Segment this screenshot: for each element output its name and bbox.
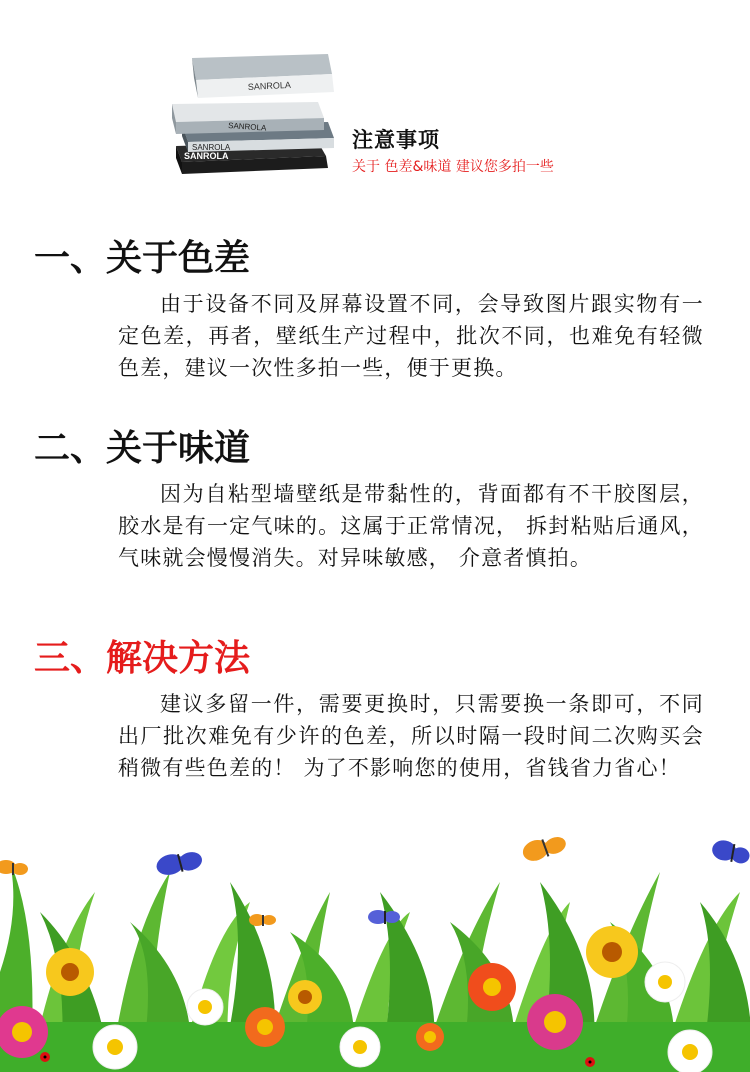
flower-white [340,1027,380,1067]
flower-yellow [46,948,94,996]
header [0,0,750,200]
notice-title: 注意事项 [352,128,440,152]
flower-orange [416,1023,444,1051]
flower-pink [527,994,583,1050]
section-body: 由于设备不同及屏幕设置不同，会导致图片跟实物有一定色差，再者，壁纸生产过程中，批次不同，也难免有轻微色差，建议一次性多拍一些，便于更换。 [118,292,704,380]
butterfly-icon [711,839,750,865]
butterfly-icon [154,847,204,879]
notice-subtitle: 关于 色差&味道 建议您多拍一些 [352,159,554,175]
section-color-difference [30,236,720,384]
flower-orange [245,1007,285,1047]
ladybug-icon [585,1057,595,1067]
flower-orange [468,963,516,1011]
book-third [172,102,324,134]
flower-yellow [586,926,638,978]
book-label: SANROLA [227,121,267,133]
section-title: 二、关于味道 [34,427,251,469]
flower-white [187,989,223,1025]
section-body: 因为自粘型墙壁纸是带黏性的，背面都有不干胶图层， 胶水是有一定气味的。这属于正常情况， 拆封粘贴后通风， 气味就会慢慢消失。对异味敏感， 介意者慎拍。 [118,482,704,570]
butterfly-icon [249,914,276,926]
book-stack-illustration [168,52,343,177]
section-body: 建议多留一件，需要更换时，只需要换一条即可，不同出厂批次难免有少许的色差，所以时隔一段时间二次购买会稍微有些色差的！ 为了不影响您的使用，省钱省力省心！ [118,692,704,780]
book-label: SANROLA [184,151,229,161]
section-solution [30,636,720,784]
flower-yellow [288,980,322,1014]
butterfly-icon [368,910,400,924]
book-label: SANROLA [247,79,292,92]
flower-white [668,1030,712,1072]
flower-white [645,962,685,1002]
butterfly-icon [520,830,568,864]
butterfly-icon [0,860,28,875]
ladybug-icon [40,1052,50,1062]
book-label: SANROLA [192,143,231,152]
flower-meadow-illustration [0,822,750,1072]
section-title: 一、关于色差 [34,237,251,279]
book-top [192,54,334,98]
flower-white [93,1025,137,1069]
section-odor [30,426,720,574]
section-title: 三、解决方法 [34,637,251,679]
